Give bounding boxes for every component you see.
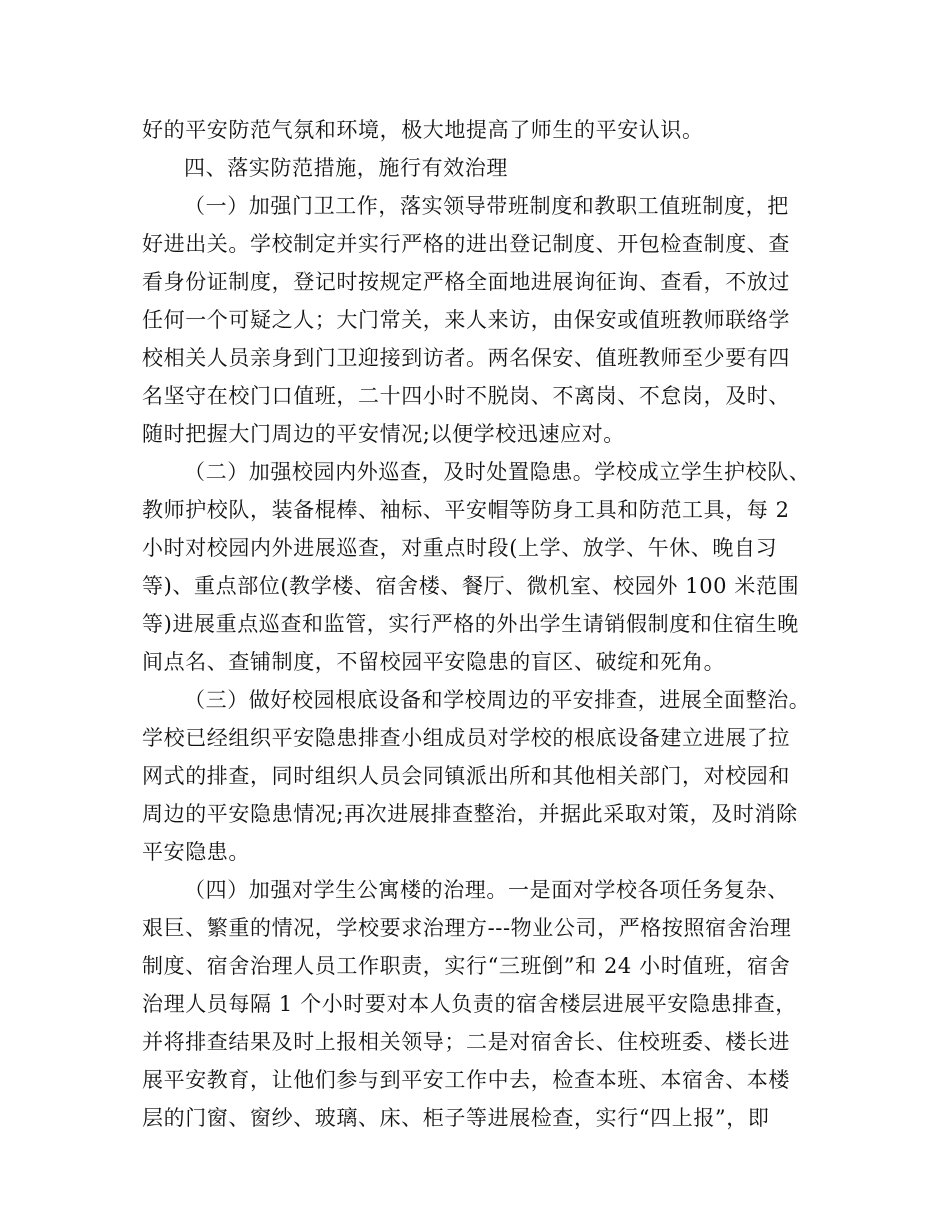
text-line: 小时对校园内外进展巡查，对重点时段(上学、放学、午休、晚自习 (142, 536, 778, 560)
text-line: （一）加强门卫工作，落实领导带班制度和教职工值班制度，把 (184, 194, 789, 218)
text-line: 看身份证制度，登记时按规定严格全面地进展询征询、查看，不放过 (142, 270, 790, 294)
text-line: （二）加强校园内外巡查，及时处置隐患。学校成立学生护校队、 (184, 460, 811, 484)
text-line: 间点名、查铺制度，不留校园平安隐患的盲区、破绽和死角。 (142, 650, 726, 674)
text-line: 名坚守在校门口值班，二十四小时不脱岗、不离岗、不怠岗，及时、 (142, 384, 790, 408)
text-line: 治理人员每隔 1 个小时要对本人负责的宿舍楼层进展平安隐患排查， (142, 992, 797, 1016)
text-line: 好的平安防范气氛和环境，极大地提高了师生的平安认识。 (142, 118, 704, 142)
text-line: 等)、重点部位(教学楼、宿舍楼、餐厅、微机室、校园外 100 米范围 (142, 574, 800, 598)
text-line: 网式的排查，同时组织人员会同镇派出所和其他相关部门，对校园和 (142, 764, 790, 788)
text-line: 任何一个可疑之人；大门常关，来人来访，由保安或值班教师联络学 (142, 308, 790, 332)
text-line: 好进出关。学校制定并实行严格的进出登记制度、开包检查制度、查 (142, 232, 790, 256)
text-line: 平安隐患。 (142, 840, 250, 864)
text-line: 制度、宿舍治理人员工作职责，实行“三班倒”和 24 小时值班，宿舍 (142, 954, 791, 978)
text-line: 等)进展重点巡查和监管，实行严格的外出学生请销假制度和住宿生晚 (142, 612, 799, 636)
text-line: 艰巨、繁重的情况，学校要求治理方---物业公司，严格按照宿舍治理 (142, 916, 792, 940)
text-line: 随时把握大门周边的平安情况;以便学校迅速应对。 (142, 422, 625, 446)
text-line: 周边的平安隐患情况;再次进展排查整治，并据此采取对策，及时消除 (142, 802, 798, 826)
text-line: 并将排查结果及时上报相关领导；二是对宿舍长、住校班委、楼长进 (142, 1030, 790, 1054)
document-body (142, 111, 832, 1137)
text-line: 学校已经组织平安隐患排查小组成员对学校的根底设备建立进展了拉 (142, 726, 790, 750)
text-line: （三）做好校园根底设备和学校周边的平安排查，进展全面整治。 (184, 688, 811, 712)
text-line: 校相关人员亲身到门卫迎接到访者。两名保安、值班教师至少要有四 (142, 346, 790, 370)
text-line: 教师护校队，装备棍棒、袖标、平安帽等防身工具和防范工具，每 2 (142, 498, 790, 522)
text-line: （四）加强对学生公寓楼的治理。一是面对学校各项任务复杂、 (184, 878, 789, 902)
text-line: 展平安教育，让他们参与到平安工作中去，检查本班、本宿舍、本楼 (142, 1068, 790, 1092)
text-line: 四、落实防范措施，施行有效治理 (184, 156, 508, 180)
text-line: 层的门窗、窗纱、玻璃、床、柜子等进展检查，实行“四上报”，即 (142, 1106, 770, 1130)
